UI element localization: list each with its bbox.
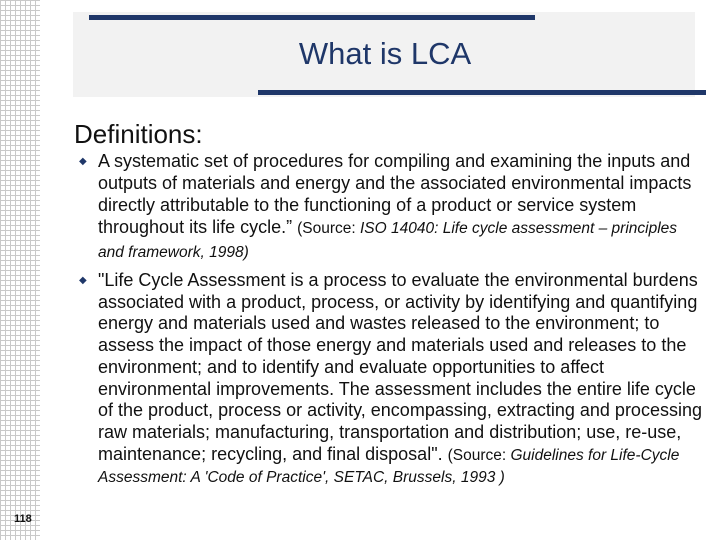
diamond-bullet-icon: ◆ [79,275,87,286]
definition-iso-text: A systematic set of procedures for compiling and examining the inputs and outputs of materials and energy and the associated environmental impacts directly attributable to the functioning of a product or service system throughout its life cycle.” [98,151,692,237]
title-accent-bar-bottom [258,90,706,95]
title-accent-bar-top [89,15,535,20]
definition-setac-text: "Life Cycle Assessment is a process to evaluate the environmental burdens associated with a product, process, or activity by identifying and quantifying energy and materials used and wastes released to the environment; to assess the impact of those energy and materials used and releases to the environment; and to identify and evaluate opportunities to affect environmental improvements. The assessment includes the entire life cycle of the product, process or activity, encompassing, extracting and processing raw materials; manufacturing, transportation and distribution; use, re-use, maintenance; recycling, and final disposal". [98,270,702,464]
definition-setac-source: (Source: Guidelines for Life-Cycle Assessment: A 'Code of Practice', SETAC, Brussels, 1993 ) [98,446,680,487]
definition-iso [98,150,703,264]
slide-title: What is LCA [298,36,472,71]
grid-pattern-strip [0,0,40,540]
definition-setac [98,270,703,489]
page-number: 118 [14,513,32,525]
diamond-bullet-icon: ◆ [79,156,87,167]
definitions-heading: Definitions: [74,119,203,149]
definition-iso-source: (Source: ISO 14040: Life cycle assessment – principles and framework, 1998) [98,220,678,261]
